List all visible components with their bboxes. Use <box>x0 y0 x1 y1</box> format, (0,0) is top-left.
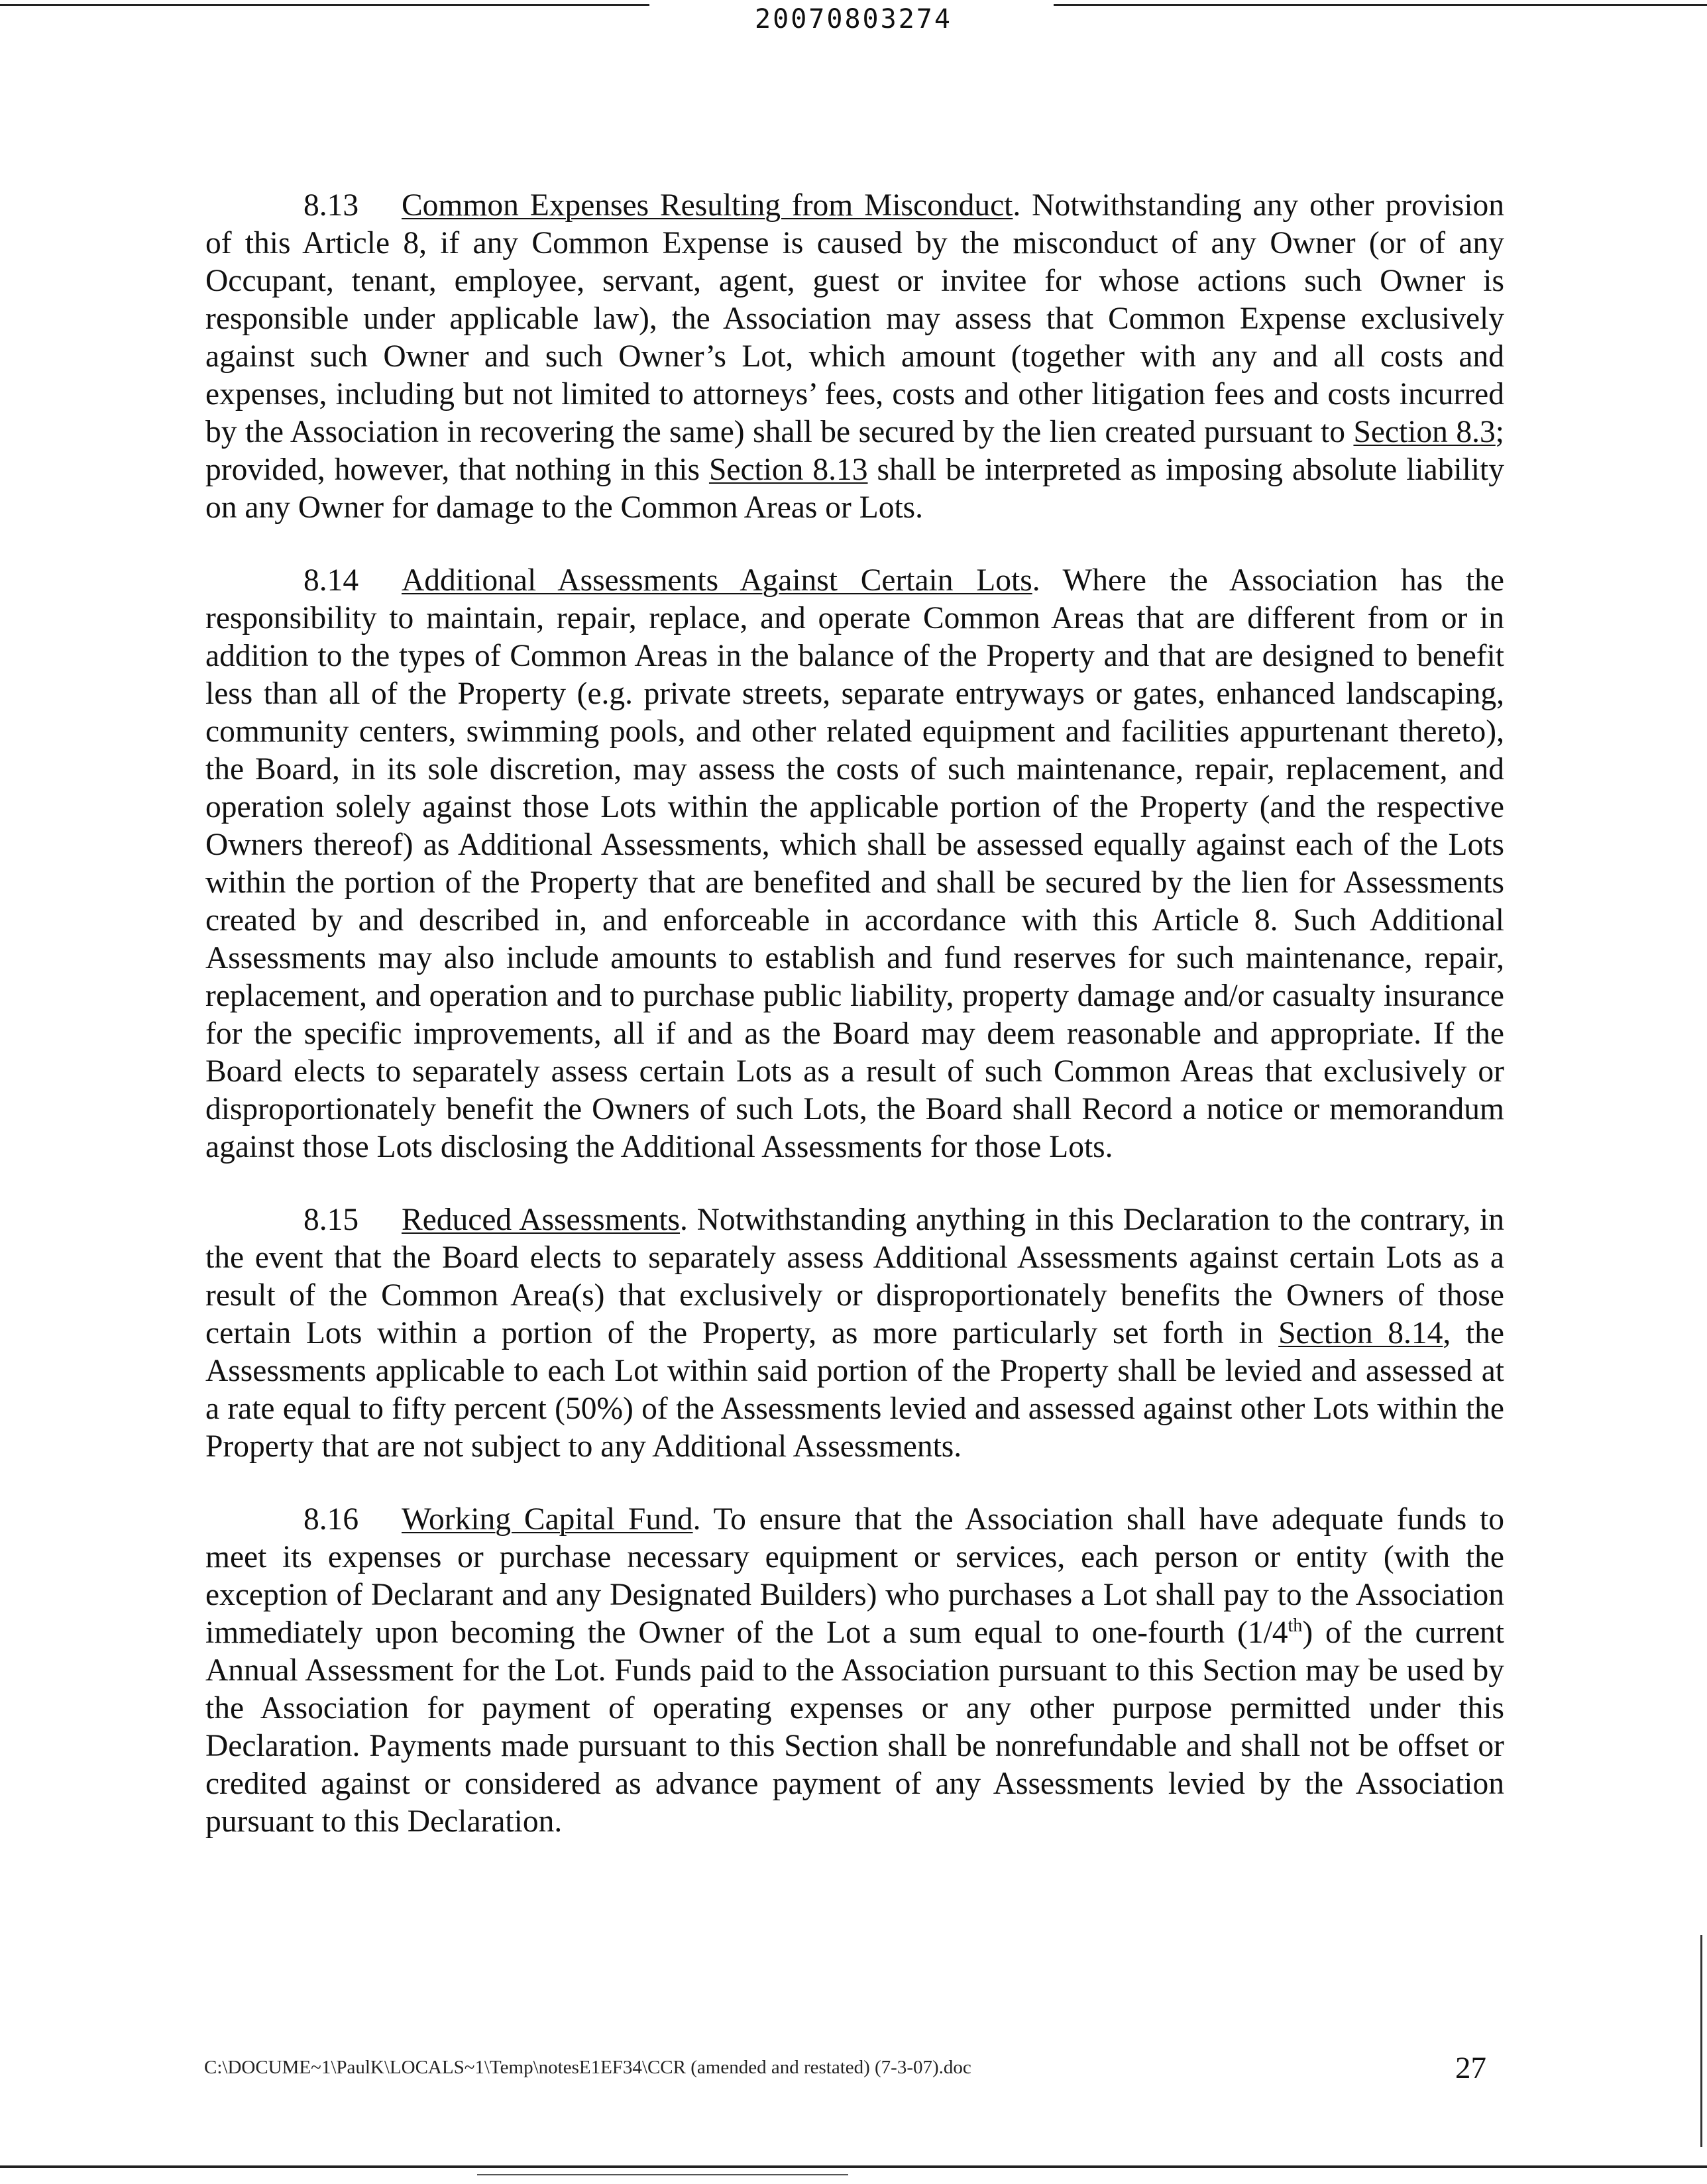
page-number: 27 <box>1455 2051 1486 2085</box>
section-8-16: 8.16 Working Capital Fund. To ensure that the Association shall have adequate funds to meet its expenses or purchase necessary equipment or services, each person or entity (with the exception of Declarant and any Designated Builders) who purchases a Lot shall pay to the Association immediately upon becoming the Owner of the Lot a sum equal to one-fourth (1/4th) of the current Annual Assessment for the Lot. Funds paid to the Association pursuant to this Section may be used by the Association for payment of operating expenses or any other purpose permitted under this Declaration. Payments made pursuant to this Section shall be nonrefundable and shall not be offset or credited against or considered as advance payment of any Assessments levied by the Association pursuant to this Declaration. <box>205 1502 1504 1839</box>
section-title: Common Expenses Resulting from Misconduct <box>402 188 1013 223</box>
recording-number: 20070803274 <box>755 4 952 34</box>
section-text: ; provided, however, that nothing in this <box>205 415 1504 487</box>
section-text: shall be interpreted as imposing absolute liability on any Owner for damage to the Common Areas or Lots. <box>205 453 1504 525</box>
section-reference: Section 8.3 <box>1353 415 1496 449</box>
bottom-rule-thin <box>477 2174 848 2175</box>
bottom-rule <box>0 2165 1707 2168</box>
section-text: , the Assessments applicable to each Lot within said portion of the Property shall be levied and assessed at a rate equal to fifty percent (50%) of the Assessments levied and assessed against other Lots within the Property that are not subject to any Additional Assessments. <box>205 1316 1505 1464</box>
section-title: Additional Assessments Against Certain Lots <box>402 563 1032 598</box>
section-text: Notwithstanding anything in this Declaration to the contrary, in the event that the Board elects to separately assess Additional Assessments against certain Lots as a result of the Common Area(s) that exclusively or disproportionately benefits the Owners of those certain Lots within a portion of the Property, as more particularly set forth in <box>205 1203 1504 1350</box>
section-title: Reduced Assessments <box>402 1203 681 1237</box>
section-number: 8.14 <box>303 563 359 598</box>
scan-edge-mark <box>1700 1935 1702 2147</box>
superscript: th <box>1288 1615 1303 1637</box>
section-reference: Section 8.13 <box>708 453 868 487</box>
section-8-14: 8.14 Additional Assessments Against Certain Lots. Where the Association has the responsibility to maintain, repair, replace, and operate Common Areas that are different from or in addition to the types of Common Areas in the balance of the Property and that are designed to benefit less than all of the Property (e.g. private streets, separate entryways or gates, enhanced landscaping, community centers, swimming pools, and other related equipment and facilities appurtenant thereto), the Board, in its sole discretion, may assess the costs of such maintenance, repair, replacement, and operation solely against those Lots within the applicable portion of the Property (and the respective Owners thereof) as Additional Assessments, which shall be assessed equally against each of the Lots within the portion of the Property that are benefited and shall be secured by the lien for Assessments created by and described in, and enforceable in accordance with this Article 8. Such Additional Assessments may also include amounts to establish and fund reserves for such maintenance, repair, replacement, and operation and to purchase public liability, property damage and/or casualty insurance for the specific improvements, all if and as the Board may deem reasonable and appropriate. If the Board elects to separately assess certain Lots as a result of such Common Areas that exclusively or disproportionately benefit the Owners of such Lots, the Board shall Record a notice or memorandum against those Lots disclosing the Additional Assessments for those Lots. <box>205 563 1504 1164</box>
section-number: 8.13 <box>303 188 359 223</box>
section-number: 8.16 <box>303 1502 359 1537</box>
section-text: Notwithstanding any other provision of this Article 8, if any Common Expense is caused by the misconduct of any Owner (or of any Occupant, tenant, employee, servant, agent, guest or invitee for whose actions such Owner is responsible under applicable law), the Association may assess that Common Expense exclusively against such Owner and such Owner’s Lot, which amount (together with any and all costs and expenses, including but not limited to attorneys’ fees, costs and other litigation fees and costs incurred by the Association in recovering the same) shall be secured by the lien created pursuant to <box>205 188 1505 449</box>
footer-file-path: C:\DOCUME~1\PaulK\LOCALS~1\Temp\notesE1EF34\CCR (amended and restated) (7-3-07).doc <box>204 2057 971 2078</box>
section-text: Where the Association has the responsibility to maintain, repair, replace, and operate Common Areas that are different from or in addition to the types of Common Areas in the balance of the Property and that are designed to benefit less than all of the Property (e.g. private streets, separate entryways or gates, enhanced landscaping, community centers, swimming pools, and other related equipment and facilities appurtenant thereto), the Board, in its sole discretion, may assess the costs of such maintenance, repair, replacement, and operation solely against those Lots within the applicable portion of the Property (and the respective Owners thereof) as Additional Assessments, which shall be assessed equally against each of the Lots within the portion of the Property that are benefited and shall be secured by the lien for Assessments created by and described in, and enforceable in accordance with this Article 8. Such Additional Assessments may also include amounts to establish and fund reserves for such maintenance, repair, replacement, and operation and to purchase public liability, property damage and/or casualty insurance for the specific improvements, all if and as the Board may deem reasonable and appropriate. If the Board elects to separately assess certain Lots as a result of such Common Areas that exclusively or disproportionately benefit the Owners of such Lots, the Board shall Record a notice or memorandum against those Lots disclosing the Additional Assessments for those Lots. <box>205 563 1504 1164</box>
section-title: Working Capital Fund <box>402 1502 693 1537</box>
section-number: 8.15 <box>303 1203 359 1237</box>
section-reference: Section 8.14 <box>1278 1316 1443 1350</box>
section-8-13: 8.13 Common Expenses Resulting from Misconduct. Notwithstanding any other provision of this Article 8, if any Common Expense is caused by the misconduct of any Owner (or of any Occupant, tenant, employee, servant, agent, guest or invitee for whose actions such Owner is responsible under applicable law), the Association may assess that Common Expense exclusively against such Owner and such Owner’s Lot, which amount (together with any and all costs and expenses, including but not limited to attorneys’ fees, costs and other litigation fees and costs incurred by the Association in recovering the same) shall be secured by the lien created pursuant to Section 8.3; provided, however, that nothing in this Section 8.13 shall be interpreted as imposing absolute liability on any Owner for damage to the Common Areas or Lots. <box>205 188 1505 525</box>
section-text: To ensure that the Association shall have adequate funds to meet its expenses or purchase necessary equipment or services, each person or entity (with the exception of Declarant and any Designated Builders) who purchases a Lot shall pay to the Association immediately upon becoming the Owner of the Lot a sum equal to one-fourth (1/4 <box>205 1502 1504 1650</box>
section-text: ) of the current Annual Assessment for the Lot. Funds paid to the Association pursuant to this Section may be used by the Association for payment of operating expenses or any other purpose permitted under this Declaration. Payments made pursuant to this Section shall be nonrefundable and shall not be offset or credited against or considered as advance payment of any Assessments levied by the Association pursuant to this Declaration. <box>205 1615 1504 1839</box>
section-8-15: 8.15 Reduced Assessments. Notwithstanding anything in this Declaration to the contrary, in the event that the Board elects to separately assess Additional Assessments against certain Lots as a result of the Common Area(s) that exclusively or disproportionately benefits the Owners of those certain Lots within a portion of the Property, as more particularly set forth in Section 8.14, the Assessments applicable to each Lot within said portion of the Property shall be levied and assessed at a rate equal to fifty percent (50%) of the Assessments levied and assessed against other Lots within the Property that are not subject to any Additional Assessments. <box>205 1203 1505 1464</box>
document-body <box>205 187 1504 1876</box>
